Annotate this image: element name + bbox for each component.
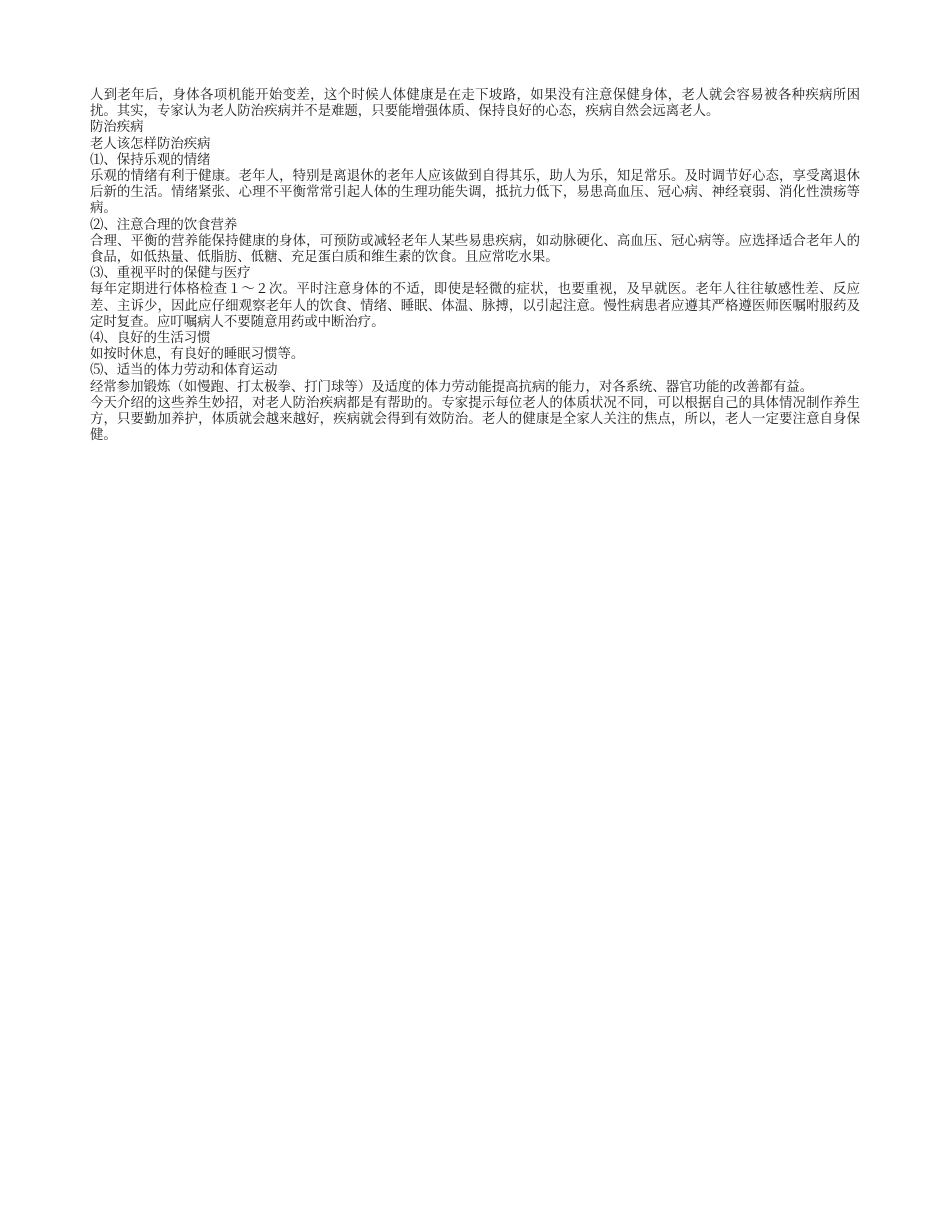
item-1-heading: ⑴、保持乐观的情绪 [90, 152, 211, 168]
item-1-body: 乐观的情绪有利于健康。老年人，特别是离退休的老年人应该做到自得其乐，助人为乐，知足常乐。及时调节好心态，享受离退休后新的生活。情绪紧张、心理不平衡常常引起人体的生理功能失调，抵抗力低下，易患高血压、冠心病、神经衰弱、消化性溃疡等病。 [90, 169, 860, 217]
intro-paragraph: 人到老年后，身体各项机能开始变差，这个时候人体健康是在走下坡路，如果没有注意保健身体，老人就会容易被各种疾病所困扰。其实，专家认为老人防治疾病并不是难题，只要能增强体质、保持良好的心态，疾病自然会远离老人。 [90, 88, 860, 120]
section-title: 防治疾病 [90, 120, 144, 136]
item-5-heading: ⑸、适当的体力劳动和体育运动 [90, 363, 278, 379]
item-4-body: 如按时休息，有良好的睡眠习惯等。 [90, 347, 305, 363]
document-body [90, 88, 860, 444]
item-3-body: 每年定期进行体格检查１～２次。平时注意身体的不适，即使是轻微的症状，也要重视，及早就医。老年人往往敏感性差、反应差、主诉少，因此应仔细观察老年人的饮食、情绪、睡眠、体温、脉搏，以引起注意。慢性病患者应遵其严格遵医师医嘱咐服药及定时复查。应叮嘱病人不要随意用药或中断治疗。 [90, 282, 860, 330]
item-4-heading: ⑷、良好的生活习惯 [90, 331, 211, 347]
item-2-body: 合理、平衡的营养能保持健康的身体，可预防或减轻老年人某些易患疾病，如动脉硬化、高血压、冠心病等。应选择适合老年人的食品，如低热量、低脂肪、低糖、充足蛋白质和维生素的饮食。且应常吃水果。 [90, 233, 860, 266]
item-3-heading: ⑶、重视平时的保健与医疗 [90, 266, 251, 282]
item-2-heading: ⑵、注意合理的饮食营养 [90, 217, 238, 233]
document-subtitle: 老人该怎样防治疾病 [90, 136, 211, 152]
item-5-body: 经常参加锻炼（如慢跑、打太极拳、打门球等）及适度的体力劳动能提高抗病的能力，对各系统、器官功能的改善都有益。 [90, 379, 814, 395]
conclusion-paragraph: 今天介绍的这些养生妙招，对老人防治疾病都是有帮助的。专家提示每位老人的体质状况不同，可以根据自己的具体情况制作养生方，只要勤加养护，体质就会越来越好，疾病就会得到有效防治。老人的健康是全家人关注的焦点，所以，老人一定要注意自身保健。 [90, 395, 860, 444]
